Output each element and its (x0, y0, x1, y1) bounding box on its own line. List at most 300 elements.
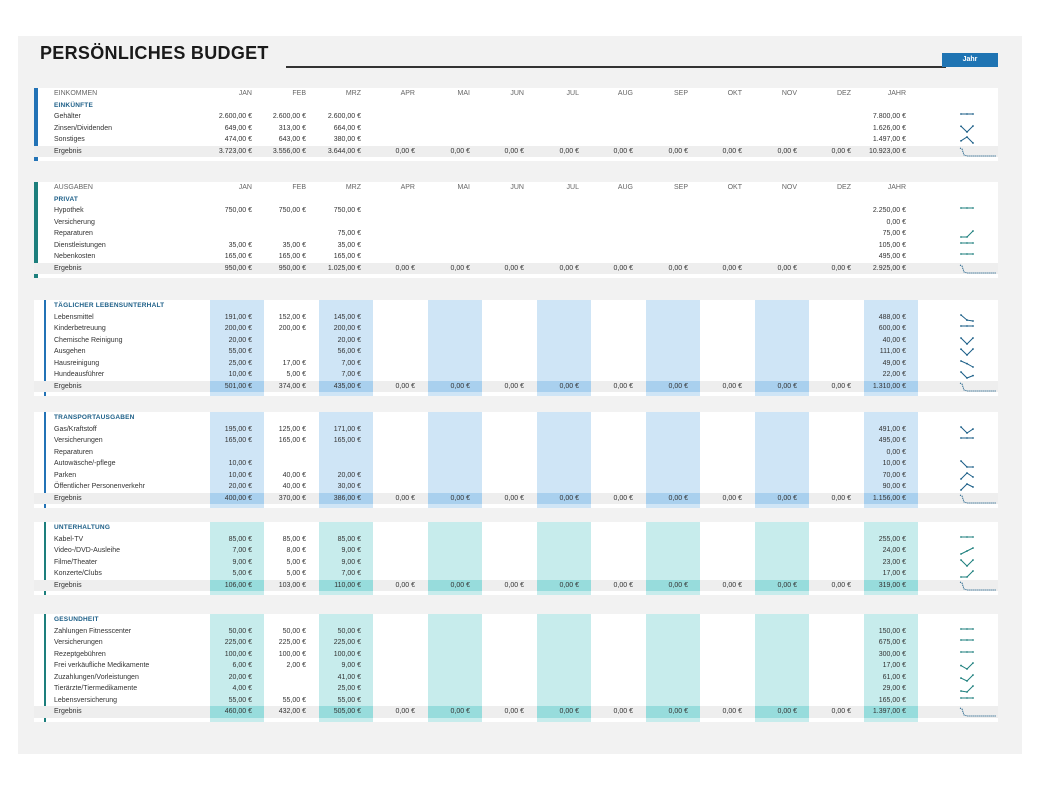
sparkline-point (966, 483, 968, 485)
row-trend (959, 650, 998, 660)
row-value[interactable]: 165,00 € (224, 437, 252, 444)
row-value[interactable]: 5,00 € (286, 558, 306, 566)
sparkline-point (960, 559, 962, 561)
row-value[interactable]: 5,00 € (286, 570, 306, 577)
budget-row (34, 637, 998, 649)
row-value[interactable]: 20,00 € (228, 336, 252, 344)
row-value[interactable]: 35,00 € (228, 241, 252, 249)
row-value[interactable]: 85,00 € (282, 535, 306, 543)
row-value[interactable]: 200,00 € (333, 325, 361, 332)
row-label: Parken (54, 471, 77, 479)
month-header: OKT (727, 184, 742, 191)
row-value[interactable]: 145,00 € (333, 313, 361, 321)
sparkline-point (972, 366, 974, 368)
sparkline-point (966, 565, 968, 567)
sparkline-point (960, 242, 962, 244)
sparkline-point (960, 426, 962, 428)
row-value[interactable]: 10,00 € (882, 460, 906, 467)
row-value[interactable]: 165,00 € (278, 437, 306, 444)
row-trend (959, 324, 998, 334)
result-value: 374,00 € (278, 382, 306, 390)
row-value[interactable]: 111,00 € (879, 348, 906, 355)
row-value[interactable]: 649,00 € (224, 124, 252, 132)
budget-row (34, 358, 998, 370)
row-label: Filme/Theater (54, 558, 98, 566)
result-value: 0,00 € (559, 708, 579, 715)
budget-row (34, 228, 998, 240)
sparkline-point (972, 628, 974, 630)
sparkline-point (966, 207, 968, 209)
row-value[interactable]: 25,00 € (228, 359, 252, 367)
row-value[interactable]: 41,00 € (337, 673, 361, 681)
row-label: Versicherungen (54, 437, 103, 444)
sparkline-point (972, 253, 974, 255)
result-value: 0,00 € (722, 708, 742, 715)
section-header-label: EINKOMMEN (54, 90, 98, 97)
result-sparkline (959, 494, 998, 504)
row-label: Zuzahlungen/Vorleistungen (54, 673, 139, 681)
row-value[interactable]: 100,00 € (333, 650, 361, 658)
subsection-title: UNTERHALTUNG (54, 524, 111, 531)
sparkline-point (966, 437, 968, 439)
sparkline-point (966, 343, 968, 345)
row-value[interactable]: 17,00 € (882, 570, 906, 577)
sparkline-point (972, 486, 974, 488)
row-value[interactable]: 50,00 € (337, 627, 361, 635)
row-value[interactable]: 6,00 € (232, 662, 252, 669)
month-header: AUG (617, 184, 633, 191)
sparkline-point (960, 628, 962, 630)
row-trend (959, 661, 998, 671)
row-value[interactable]: 35,00 € (337, 241, 361, 249)
sparkline-point (972, 230, 974, 232)
row-value[interactable]: 10,00 € (228, 471, 252, 479)
row-value[interactable]: 225,00 € (333, 639, 361, 646)
row-label: Konzerte/Clubs (54, 570, 102, 577)
result-trend (959, 707, 998, 717)
row-trend (959, 627, 998, 637)
row-value[interactable]: 2.600,00 € (218, 113, 252, 120)
result-value: 0,00 € (450, 264, 470, 272)
row-value[interactable]: 4,00 € (232, 685, 252, 692)
row-value[interactable]: 55,00 € (282, 696, 306, 704)
row-value[interactable]: 100,00 € (278, 650, 306, 658)
sparkline-point (966, 354, 968, 356)
month-header: SEP (673, 184, 688, 191)
result-value: 435,00 € (333, 382, 361, 390)
sparkline-point (966, 536, 968, 538)
sparkline-point (960, 236, 962, 238)
section-header-row (34, 88, 998, 100)
row-trend (959, 436, 998, 446)
subsection-title-row (34, 522, 998, 534)
sparkline-point (972, 437, 974, 439)
result-row (34, 263, 998, 275)
row-value[interactable]: 600,00 € (878, 325, 906, 332)
result-value: 0,00 € (722, 494, 742, 502)
row-value[interactable]: 8,00 € (286, 547, 306, 554)
result-value: 505,00 € (333, 708, 361, 715)
month-header: MAI (457, 184, 470, 191)
row-value[interactable]: 150,00 € (878, 627, 906, 635)
row-value[interactable]: 664,00 € (333, 124, 361, 132)
subsection-title: PRIVAT (54, 195, 79, 203)
sparkline-point (960, 639, 962, 641)
sparkline-point (960, 253, 962, 255)
sparkline-point (966, 377, 968, 379)
row-value[interactable]: 495,00 € (878, 437, 906, 444)
result-value: 0,00 € (613, 708, 633, 715)
budget-row (34, 649, 998, 661)
row-value[interactable]: 20,00 € (228, 673, 252, 681)
row-value[interactable]: 165,00 € (333, 253, 361, 260)
sparkline (959, 661, 998, 671)
result-value: 0,00 € (613, 264, 633, 272)
sparkline (959, 436, 998, 446)
row-value[interactable]: 7,00 € (232, 547, 252, 554)
row-value[interactable]: 17,00 € (882, 662, 906, 669)
sparkline (959, 650, 998, 660)
result-value: 0,00 € (395, 147, 415, 155)
month-header: FEB (292, 184, 306, 191)
sparkline (959, 370, 998, 380)
row-value[interactable]: 300,00 € (878, 650, 906, 658)
sparkline-point (960, 489, 962, 491)
row-value[interactable]: 750,00 € (278, 207, 306, 214)
row-value[interactable]: 85,00 € (228, 535, 252, 543)
row-value[interactable]: 100,00 € (224, 650, 252, 658)
budget-row (34, 481, 998, 493)
row-value[interactable]: 2.600,00 € (327, 113, 361, 120)
result-value: 0,00 € (395, 494, 415, 502)
row-value[interactable]: 9,00 € (232, 558, 252, 566)
budget-row (34, 217, 998, 229)
result-value: 0,00 € (504, 264, 524, 272)
sparkline-point (966, 325, 968, 327)
row-trend (959, 112, 998, 122)
result-row (34, 493, 998, 505)
sparkline (959, 546, 998, 556)
sparkline-point (966, 466, 968, 468)
sparkline-point (966, 131, 968, 133)
page-title: PERSÖNLICHES BUDGET (40, 43, 269, 63)
sparkline-point (960, 690, 962, 692)
row-value[interactable]: 0,00 € (886, 218, 906, 226)
month-header: MRZ (345, 184, 361, 191)
result-sparkline-path (960, 495, 996, 503)
row-label: Autowäsche/-pflege (54, 460, 116, 467)
budget-row (34, 545, 998, 557)
row-value[interactable]: 10,00 € (228, 460, 252, 467)
month-header: OKT (727, 90, 742, 97)
row-value[interactable]: 1.497,00 € (872, 136, 906, 143)
sparkline (959, 347, 998, 357)
sparkline-point (960, 140, 962, 142)
row-value[interactable]: 20,00 € (337, 471, 361, 479)
budget-row (34, 312, 998, 324)
row-value[interactable]: 55,00 € (337, 696, 361, 704)
row-trend (959, 448, 998, 458)
sparkline-point (972, 536, 974, 538)
result-value: 3.723,00 € (218, 147, 252, 155)
budget-row (34, 123, 998, 135)
sparkline-point (972, 320, 974, 322)
result-value: 0,00 € (613, 382, 633, 390)
result-sparkline-path (960, 582, 996, 590)
row-value[interactable]: 1.626,00 € (872, 124, 906, 132)
month-header: APR (400, 184, 415, 191)
row-value[interactable]: 40,00 € (282, 471, 306, 479)
row-value[interactable]: 2,00 € (286, 662, 306, 669)
sparkline-point (960, 651, 962, 653)
budget-row (34, 672, 998, 684)
row-label: Chemische Reinigung (54, 336, 123, 344)
budget-row (34, 470, 998, 482)
row-value[interactable]: 2.600,00 € (272, 113, 306, 120)
row-value[interactable]: 9,00 € (341, 547, 361, 554)
row-value[interactable]: 152,00 € (278, 313, 306, 321)
sparkline-point (972, 476, 974, 478)
row-value[interactable]: 165,00 € (278, 253, 306, 260)
row-value[interactable]: 25,00 € (337, 685, 361, 692)
result-value: 106,00 € (224, 581, 252, 589)
row-label: Gas/Kraftstoff (54, 425, 97, 433)
row-value[interactable]: 165,00 € (224, 253, 252, 260)
result-value: 0,00 € (668, 494, 688, 502)
row-value[interactable]: 495,00 € (878, 253, 906, 260)
budget-row (34, 683, 998, 695)
row-label: Dienstleistungen (54, 241, 106, 249)
row-value[interactable]: 50,00 € (228, 627, 252, 635)
row-value[interactable]: 9,00 € (341, 662, 361, 669)
row-value[interactable]: 105,00 € (878, 241, 906, 249)
result-value: 432,00 € (278, 708, 306, 715)
row-value[interactable]: 90,00 € (882, 483, 906, 490)
month-header: JUN (510, 184, 524, 191)
result-label: Ergebnis (54, 494, 82, 502)
row-value[interactable]: 675,00 € (878, 639, 906, 646)
result-value: 1.397,00 € (872, 708, 906, 715)
result-value: 0,00 € (559, 382, 579, 390)
result-value: 2.925,00 € (872, 264, 906, 272)
row-value[interactable]: 50,00 € (282, 627, 306, 635)
row-trend (959, 569, 998, 579)
result-value: 0,00 € (559, 581, 579, 589)
sparkline-point (972, 348, 974, 350)
subsection-title-row (34, 194, 998, 206)
sparkline-point (960, 553, 962, 555)
row-label: Nebenkosten (54, 253, 96, 260)
result-value: 0,00 € (668, 147, 688, 155)
row-value[interactable]: 125,00 € (278, 425, 306, 433)
result-trend (959, 494, 998, 504)
row-label: Frei verkäufliche Medikamente (54, 662, 150, 669)
row-trend (959, 638, 998, 648)
row-value[interactable]: 35,00 € (282, 241, 306, 249)
sparkline-point (972, 547, 974, 549)
row-value[interactable]: 200,00 € (224, 325, 252, 332)
row-label: Ausgehen (54, 348, 86, 355)
row-value[interactable]: 75,00 € (337, 230, 361, 237)
subsection-title: EINKÜNFTE (54, 101, 93, 109)
result-value: 0,00 € (450, 581, 470, 589)
row-value[interactable]: 24,00 € (882, 547, 906, 554)
section-header-label: AUSGABEN (54, 184, 93, 191)
sparkline-point (966, 680, 968, 682)
row-label: Lebensmittel (54, 313, 94, 321)
row-trend (959, 241, 998, 251)
row-label: Sonstiges (54, 136, 85, 143)
row-value[interactable]: 750,00 € (224, 207, 252, 214)
row-trend (959, 347, 998, 357)
sparkline-point (966, 319, 968, 321)
result-value: 0,00 € (668, 581, 688, 589)
sparkline-point (960, 536, 962, 538)
row-value[interactable]: 225,00 € (278, 639, 306, 646)
row-value[interactable]: 23,00 € (882, 558, 906, 566)
result-value: 0,00 € (831, 147, 851, 155)
row-label: Reparaturen (54, 448, 93, 456)
sparkline-path (961, 663, 973, 669)
row-value[interactable]: 20,00 € (337, 336, 361, 344)
row-value[interactable]: 191,00 € (224, 313, 252, 321)
row-value[interactable]: 7,00 € (341, 570, 361, 577)
budget-row (34, 424, 998, 436)
row-value[interactable]: 0,00 € (886, 448, 906, 456)
row-value[interactable]: 7,00 € (341, 359, 361, 367)
row-value[interactable]: 750,00 € (333, 207, 361, 214)
sparkline-point (972, 428, 974, 430)
sparkline-point (960, 677, 962, 679)
row-value[interactable]: 20,00 € (228, 483, 252, 490)
sparkline-point (960, 665, 962, 667)
budget-row (34, 660, 998, 672)
budget-section-gesundheit (34, 614, 998, 722)
result-trend (959, 264, 998, 274)
sparkline-point (960, 371, 962, 373)
row-value[interactable]: 5,00 € (286, 371, 306, 378)
sparkline-point (966, 113, 968, 115)
sparkline-point (966, 639, 968, 641)
result-label: Ergebnis (54, 147, 82, 155)
subsection-title: GESUNDHEIT (54, 616, 99, 623)
row-value[interactable]: 55,00 € (228, 696, 252, 704)
result-value: 0,00 € (668, 264, 688, 272)
row-label: Kabel-TV (54, 535, 84, 543)
row-value[interactable]: 70,00 € (882, 471, 906, 479)
row-value[interactable]: 225,00 € (224, 639, 252, 646)
row-value[interactable]: 56,00 € (337, 348, 361, 355)
row-value[interactable]: 255,00 € (878, 535, 906, 543)
sparkline (959, 627, 998, 637)
row-trend (959, 359, 998, 369)
sparkline-point (972, 697, 974, 699)
budget-sheet (18, 36, 1022, 754)
row-value[interactable]: 200,00 € (278, 325, 306, 332)
row-value[interactable]: 474,00 € (224, 136, 252, 143)
row-trend (959, 425, 998, 435)
result-value: 386,00 € (333, 494, 361, 502)
sparkline (959, 206, 998, 216)
sparkline (959, 696, 998, 706)
budget-row (34, 134, 998, 146)
row-value[interactable]: 491,00 € (878, 425, 906, 433)
row-value[interactable]: 61,00 € (882, 673, 906, 681)
sparkline-point (972, 242, 974, 244)
row-value[interactable]: 313,00 € (278, 124, 306, 132)
row-value[interactable]: 10,00 € (228, 371, 252, 378)
row-value[interactable]: 165,00 € (333, 437, 361, 444)
sparkline-point (972, 207, 974, 209)
row-label: Video-/DVD-Ausleihe (54, 547, 121, 554)
result-value: 0,00 € (504, 382, 524, 390)
row-value[interactable]: 30,00 € (337, 483, 361, 490)
row-value[interactable]: 165,00 € (878, 696, 906, 704)
sparkline (959, 359, 998, 369)
row-value[interactable]: 49,00 € (882, 359, 906, 367)
result-value: 0,00 € (504, 708, 524, 715)
row-value[interactable]: 195,00 € (224, 425, 252, 433)
sparkline (959, 324, 998, 334)
row-trend (959, 229, 998, 239)
row-label: Hausreinigung (54, 359, 100, 367)
row-value[interactable]: 40,00 € (882, 336, 906, 344)
sparkline (959, 558, 998, 568)
result-value: 1.310,00 € (872, 382, 906, 390)
month-header: MAI (457, 90, 470, 97)
month-header: DEZ (837, 184, 851, 191)
row-value[interactable]: 488,00 € (878, 313, 906, 321)
row-value[interactable]: 7,00 € (341, 371, 361, 378)
row-label: Zahlungen Fitnesscenter (54, 627, 132, 635)
result-value: 0,00 € (504, 494, 524, 502)
row-trend (959, 135, 998, 145)
row-value[interactable]: 5,00 € (232, 570, 252, 577)
row-trend (959, 482, 998, 492)
sparkline (959, 241, 998, 251)
row-label: Hundeausführer (54, 371, 105, 378)
month-header: JAHR (887, 90, 906, 97)
result-value: 950,00 € (278, 264, 306, 272)
result-value: 103,00 € (278, 581, 306, 589)
year-button[interactable]: Jahr (942, 53, 998, 67)
row-trend (959, 124, 998, 134)
sparkline-point (966, 668, 968, 670)
row-trend (959, 558, 998, 568)
row-value[interactable]: 40,00 € (282, 483, 306, 490)
row-value[interactable]: 17,00 € (282, 359, 306, 367)
row-value[interactable]: 171,00 € (333, 425, 361, 433)
row-value[interactable]: 9,00 € (341, 558, 361, 566)
sparkline-path (961, 560, 973, 566)
month-header: NOV (781, 184, 797, 191)
result-value: 0,00 € (777, 708, 797, 715)
row-value[interactable]: 29,00 € (882, 685, 906, 692)
row-value[interactable]: 22,00 € (882, 371, 906, 378)
row-value[interactable]: 2.250,00 € (872, 207, 906, 214)
sparkline (959, 448, 998, 458)
row-value[interactable]: 85,00 € (337, 535, 361, 543)
budget-row (34, 323, 998, 335)
result-value: 0,00 € (831, 264, 851, 272)
row-value[interactable]: 643,00 € (278, 136, 306, 143)
row-value[interactable]: 55,00 € (228, 348, 252, 355)
row-value[interactable]: 75,00 € (882, 230, 906, 237)
row-trend (959, 252, 998, 262)
row-value[interactable]: 7.800,00 € (872, 113, 906, 120)
row-value[interactable]: 380,00 € (333, 136, 361, 143)
sparkline (959, 252, 998, 262)
